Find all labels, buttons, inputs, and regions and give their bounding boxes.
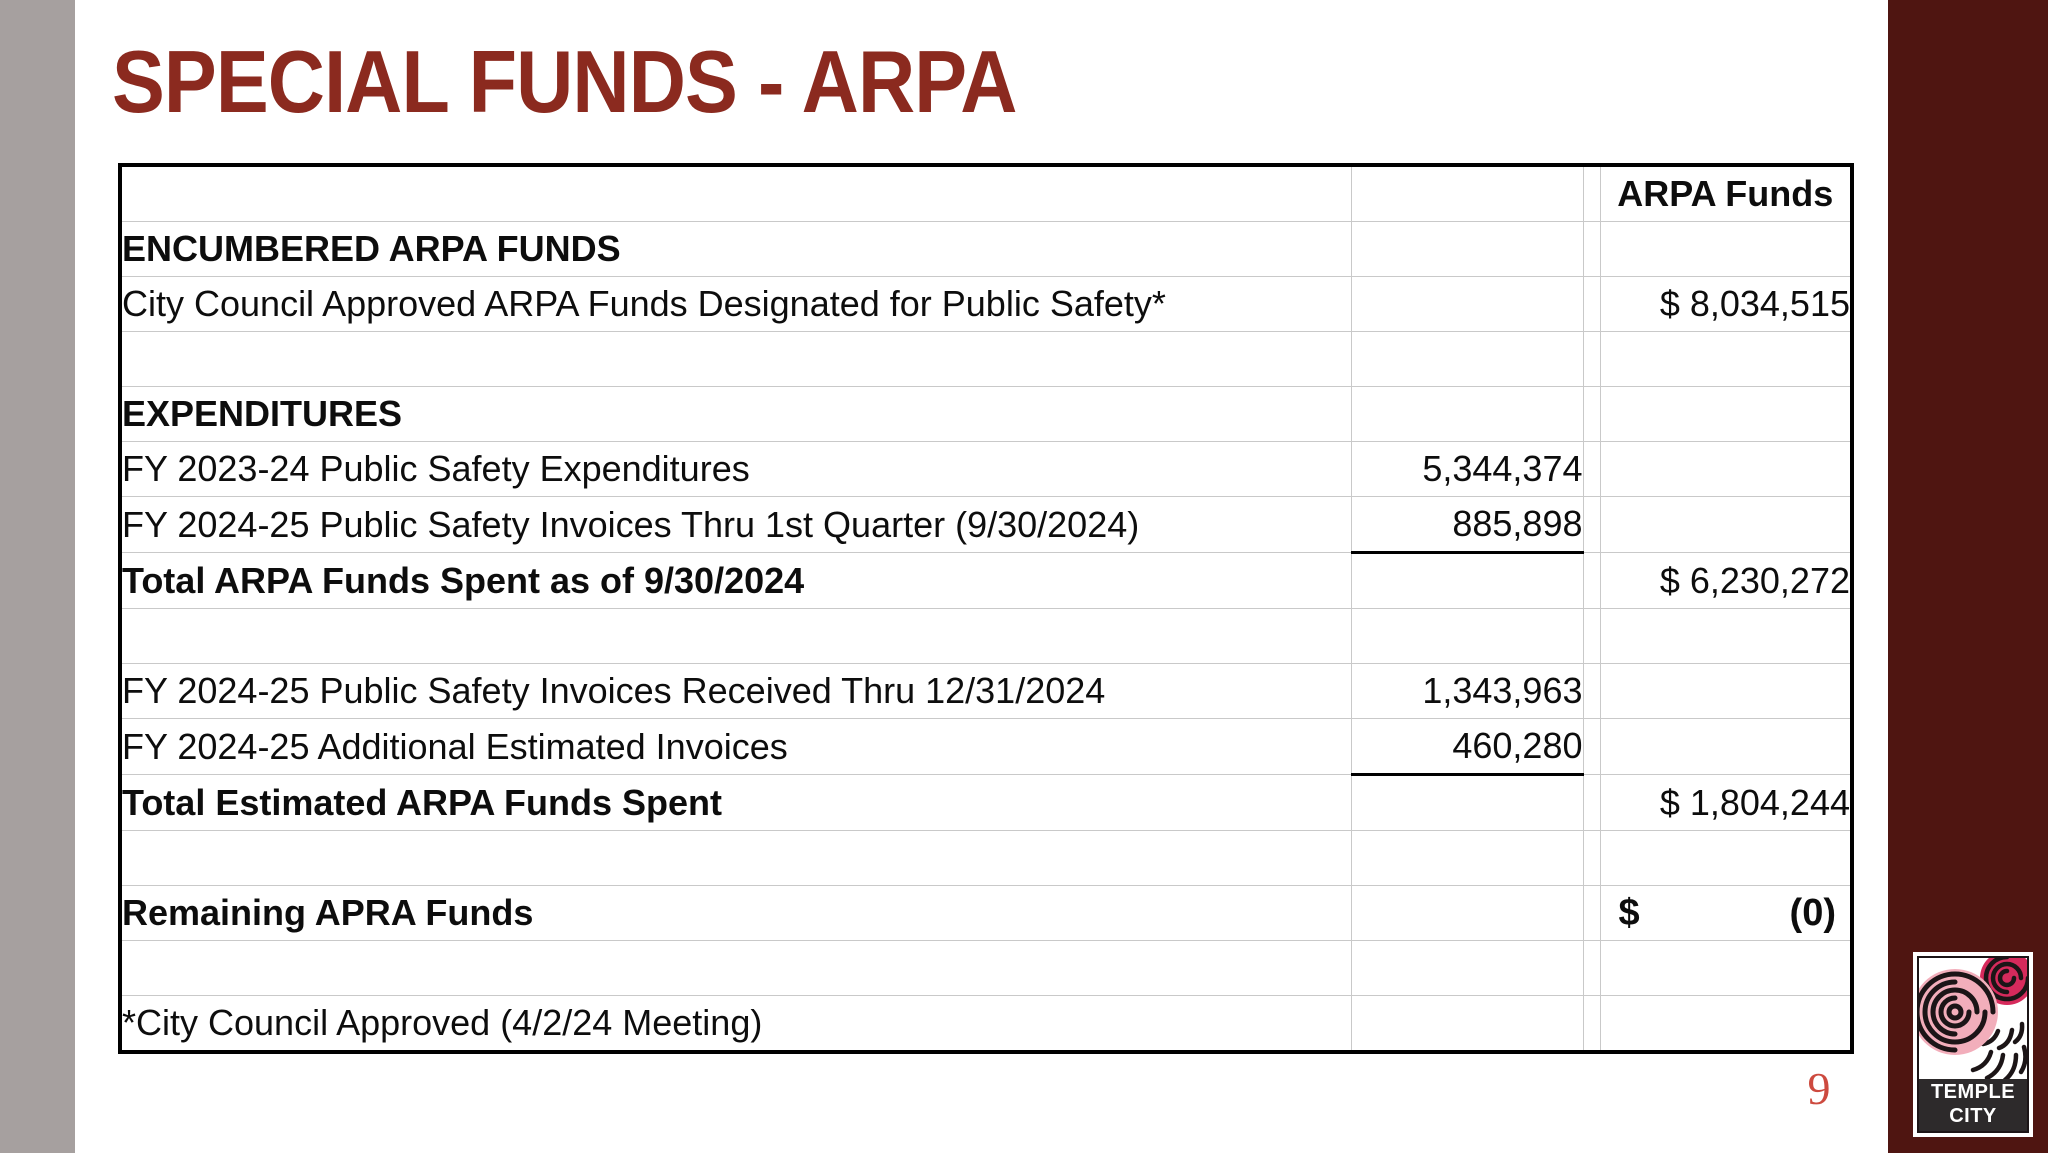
table-row (120, 497, 1852, 553)
table-header-row (120, 165, 1852, 222)
row-label: FY 2023-24 Public Safety Expenditures (120, 442, 1351, 497)
page-title: SPECIAL FUNDS - ARPA (112, 32, 1017, 131)
table-row (120, 719, 1852, 775)
table-row (120, 442, 1852, 497)
value-cell: $ 1,804,244 (1600, 775, 1852, 831)
amount-cell: 1,343,963 (1351, 664, 1583, 719)
remaining-label: Remaining APRA Funds (120, 886, 1351, 941)
table-row (120, 387, 1852, 442)
page-number: 9 (1807, 1063, 1831, 1114)
currency-symbol: $ (1618, 891, 1640, 934)
arpa-funds-table (118, 163, 1854, 1054)
section-label: EXPENDITURES (120, 387, 1351, 442)
total-label: Total Estimated ARPA Funds Spent (120, 775, 1351, 831)
amount-cell: 885,898 (1351, 497, 1583, 553)
amount-cell: 5,344,374 (1351, 442, 1583, 497)
table-row-empty (120, 831, 1852, 886)
table-row (120, 664, 1852, 719)
table-row (120, 222, 1852, 277)
remaining-value: (0) (1789, 891, 1836, 934)
table-row (120, 277, 1852, 332)
section-label: ENCUMBERED ARPA FUNDS (120, 222, 1351, 277)
logo-floral-art (1919, 958, 2027, 1079)
table-row (120, 886, 1852, 941)
table-row (120, 996, 1852, 1053)
table-row (120, 775, 1852, 831)
row-label: FY 2024-25 Public Safety Invoices Thru 1st Quarter (9/30/2024) (120, 497, 1351, 553)
row-label: FY 2024-25 Public Safety Invoices Received Thru 12/31/2024 (120, 664, 1351, 719)
table-row-empty (120, 941, 1852, 996)
value-cell: $ 8,034,515 (1600, 277, 1852, 332)
rose-illustration-icon (1919, 958, 2027, 1079)
table-row-empty (120, 332, 1852, 387)
row-label: City Council Approved ARPA Funds Designated for Public Safety* (120, 277, 1351, 332)
column-header-arpa-funds: ARPA Funds (1600, 165, 1852, 222)
remaining-value-cell (1600, 886, 1852, 941)
table-row-empty (120, 609, 1852, 664)
total-label: Total ARPA Funds Spent as of 9/30/2024 (120, 553, 1351, 609)
footnote: *City Council Approved (4/2/24 Meeting) (120, 996, 1351, 1053)
left-gray-strip (0, 0, 75, 1153)
table-row (120, 553, 1852, 609)
logo-line2: CITY (1949, 1104, 1997, 1127)
temple-city-logo (1913, 952, 2033, 1137)
logo-wordmark (1919, 1079, 2027, 1131)
value-cell: $ 6,230,272 (1600, 553, 1852, 609)
amount-cell: 460,280 (1351, 719, 1583, 775)
row-label: FY 2024-25 Additional Estimated Invoices (120, 719, 1351, 775)
logo-line1: TEMPLE (1930, 1081, 2016, 1104)
